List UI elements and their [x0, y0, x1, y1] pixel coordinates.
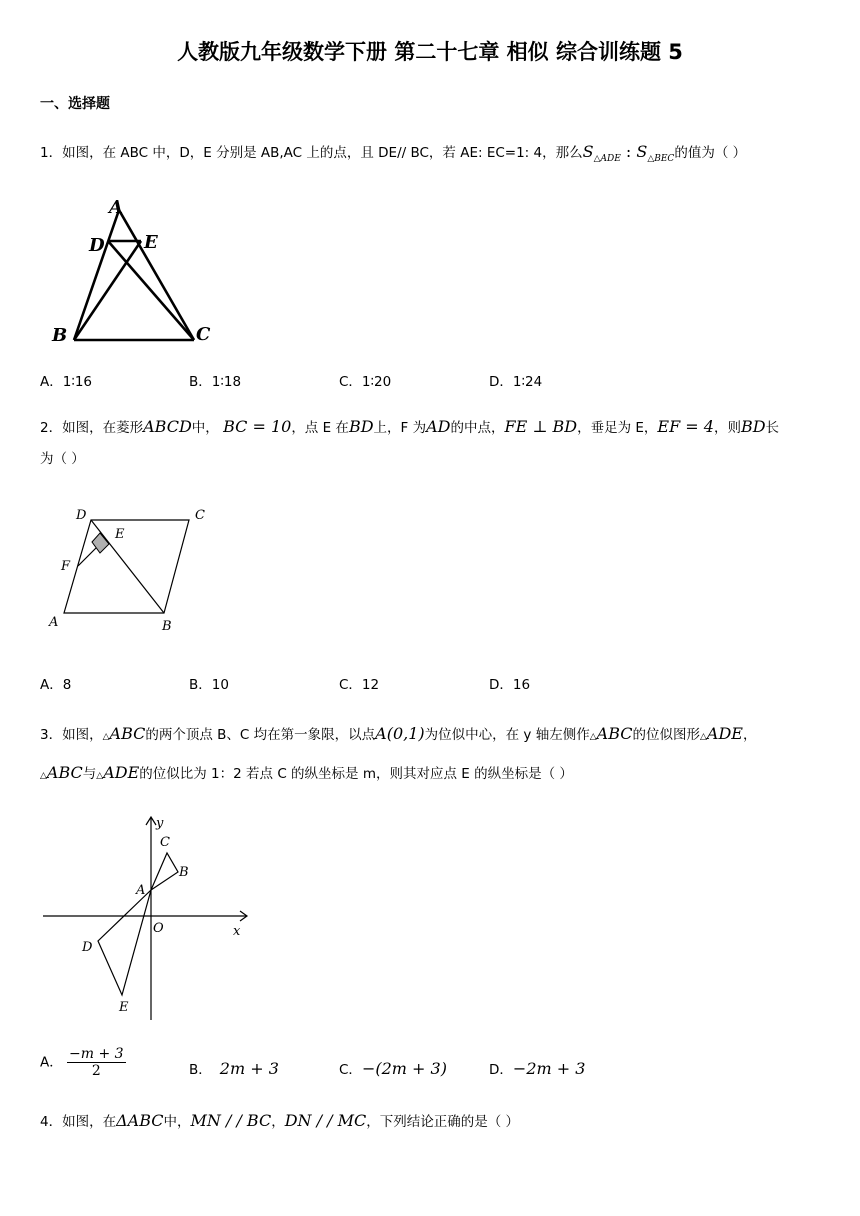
q1-sub1: △ADE	[593, 154, 621, 164]
q1-text-a: 1．如图，在 ABC 中，D，E 分别是 AB,AC 上的点，且 DE// BC，若 AE: EC=1: 4，那么	[40, 145, 583, 161]
q3-label-e: E	[119, 1000, 129, 1015]
q4-m2: MN / / BC	[190, 1111, 272, 1130]
q4-m3: DN / / MC	[284, 1111, 367, 1130]
q3-option-c[interactable]	[339, 1058, 447, 1078]
q3-option-a-prefix: A．	[40, 1054, 63, 1071]
q2-p6: ，垂足为 E，	[577, 420, 658, 436]
q2-m2: BC = 10	[223, 417, 292, 436]
q3-label-c: C	[160, 835, 170, 850]
q1-label-e: E	[144, 232, 158, 253]
q1-segment-be	[74, 241, 141, 340]
q3-tri-1: △	[102, 732, 110, 742]
question-1-text	[40, 142, 746, 169]
q1-option-a[interactable]: A．1∶16	[40, 374, 93, 390]
q3-m6: ADE	[103, 763, 140, 782]
question-2-text	[40, 417, 779, 438]
q3-m2: A(0,1)	[375, 724, 425, 743]
q4-p4: ，下列结论正确的是（ ）	[366, 1114, 520, 1130]
q2-option-d[interactable]: D．16	[489, 677, 531, 693]
q2-m3: BD	[348, 417, 374, 436]
q2-m5: FE ⊥ BD	[504, 417, 578, 436]
q3-option-b-prefix: B．	[189, 1062, 212, 1078]
q3-m1: ABC	[109, 724, 146, 743]
q2-figure	[40, 500, 230, 640]
q3-option-a-numerator: −m + 3	[69, 1046, 124, 1062]
q3-p5: ，	[742, 727, 757, 743]
q2-p4: 上，F 为	[373, 420, 427, 436]
q2-diagonal-bd	[91, 520, 164, 613]
q4-p1: 4．如图，在	[40, 1114, 117, 1130]
q1-colon: :	[620, 142, 637, 161]
q2-option-b[interactable]: B．10	[189, 677, 229, 693]
q1-text-b: 的值为（ ）	[674, 145, 747, 161]
q3-p6: 与	[82, 766, 97, 782]
q2-p3: ，点 E 在	[291, 420, 349, 436]
q3-p4: 的位似图形	[632, 727, 700, 743]
q2-m7: BD	[740, 417, 766, 436]
q2-option-c[interactable]: C．12	[339, 677, 380, 693]
q1-label-d: D	[89, 235, 105, 256]
q2-label-d: D	[76, 508, 87, 523]
q3-triangle-ade	[98, 890, 151, 995]
q2-p1: 2．如图，在菱形	[40, 420, 144, 436]
q4-m1: ΔABC	[116, 1111, 164, 1130]
q1-figure	[40, 188, 230, 348]
q3-option-a-fraction	[67, 1046, 126, 1079]
q3-tri-3: △	[700, 732, 707, 742]
q3-tri-4: △	[40, 771, 47, 781]
q3-option-d-prefix: D．	[489, 1062, 513, 1078]
question-4-text	[40, 1111, 519, 1132]
q4-p2: 中，	[163, 1114, 191, 1130]
q3-label-d: D	[82, 940, 93, 955]
q2-p7: ，则	[713, 420, 741, 436]
q3-option-b[interactable]	[189, 1058, 279, 1078]
q1-option-d[interactable]: D．1∶24	[489, 374, 543, 390]
q2-option-a[interactable]: A．8	[40, 677, 72, 693]
q3-m3: ABC	[596, 724, 633, 743]
q3-option-d[interactable]	[489, 1058, 585, 1078]
q1-option-b[interactable]: B．1∶18	[189, 374, 242, 390]
q2-label-c: C	[195, 508, 205, 523]
q3-option-c-value: −(2m + 3)	[361, 1059, 447, 1078]
question-3-line-2	[40, 763, 573, 786]
q3-m4: ADE	[706, 724, 743, 743]
section-heading: 一、选择题	[40, 96, 110, 112]
q3-label-b: B	[179, 865, 189, 880]
q2-rhombus	[64, 520, 189, 613]
page-title: 人教版九年级数学下册 第二十七章 相似 综合训练题 5	[177, 40, 683, 64]
q2-p5: 的中点，	[450, 420, 505, 436]
q3-p1: 3．如图，	[40, 727, 103, 743]
q2-p2: 中，	[191, 420, 219, 436]
question-3-line-1	[40, 724, 756, 747]
q3-label-y: y	[156, 816, 164, 831]
q1-label-b: B	[52, 325, 68, 346]
q3-option-c-prefix: C．	[339, 1062, 362, 1078]
q3-tri-2: △	[589, 732, 597, 742]
q2-label-f: F	[61, 559, 71, 574]
q2-p8: 长	[765, 420, 780, 436]
q1-segment-dc	[108, 241, 194, 340]
q1-s2: S	[636, 142, 648, 161]
q3-p7: 的位似比为 1：2 若点 C 的纵坐标是 m，则其对应点 E 的纵坐标是（ ）	[139, 766, 573, 782]
q3-option-d-value: −2m + 3	[512, 1059, 586, 1078]
q1-label-a: A	[109, 197, 123, 218]
q3-label-a: A	[136, 883, 146, 898]
q3-p3: 为位似中心，在 y 轴左侧作	[424, 727, 590, 743]
q4-p3: ，	[271, 1114, 285, 1130]
q3-label-x: x	[233, 924, 241, 939]
q2-label-a: A	[49, 615, 59, 630]
q2-m1: ABCD	[143, 417, 192, 436]
q2-m6: EF = 4	[657, 417, 714, 436]
q3-triangle-abc	[151, 853, 178, 890]
q2-label-e: E	[115, 527, 125, 542]
q1-label-c: C	[196, 324, 211, 345]
q3-option-a-denominator: 2	[91, 1063, 101, 1079]
q3-tri-5: △	[96, 771, 104, 781]
q3-label-o: O	[153, 921, 164, 936]
q2-m4: AD	[426, 417, 451, 436]
q3-p2: 的两个顶点 B、C 均在第一象限，以点	[145, 727, 376, 743]
q3-option-b-value: 2m + 3	[219, 1059, 279, 1078]
q1-sub2: △BEC	[647, 154, 675, 164]
q3-m5: ABC	[46, 763, 83, 782]
q2-label-b: B	[162, 619, 172, 634]
q2-line-2: 为（ ）	[40, 451, 85, 467]
q1-s1: S	[582, 142, 594, 161]
q3-option-a[interactable]	[40, 1046, 126, 1079]
q1-option-c[interactable]: C．1∶20	[339, 374, 392, 390]
q3-figure	[40, 810, 260, 1025]
